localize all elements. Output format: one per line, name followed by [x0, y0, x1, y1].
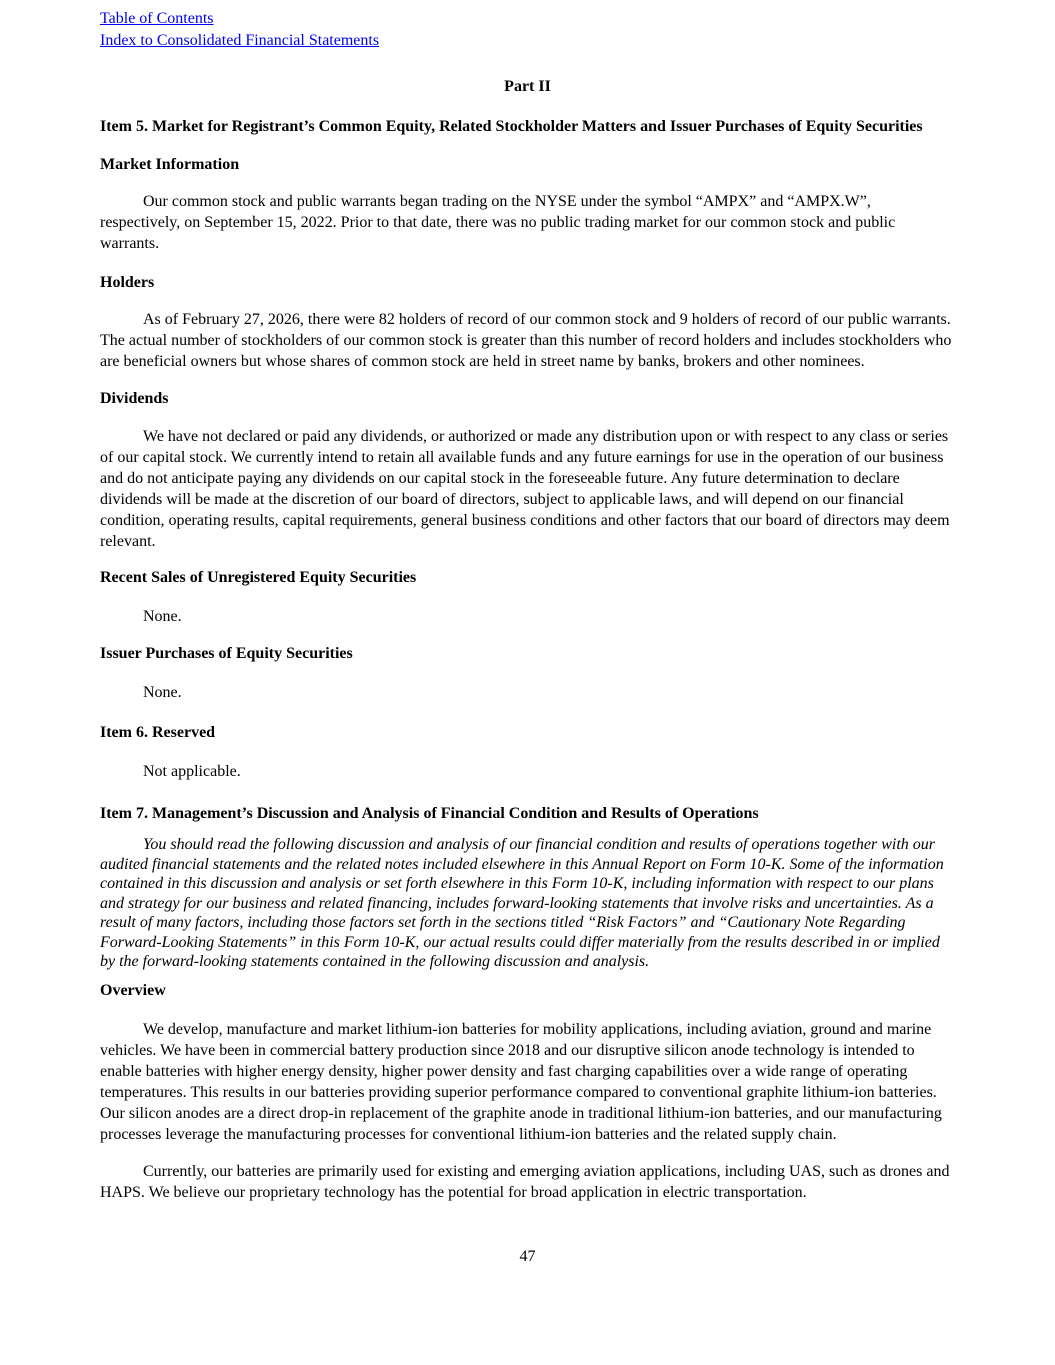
item7-heading: Item 7. Management’s Discussion and Analysis of Financial Condition and Results of Operations: [100, 805, 759, 822]
index-to-financial-statements-link[interactable]: Index to Consolidated Financial Statements: [100, 32, 380, 49]
item6-heading: Item 6. Reserved: [100, 724, 216, 741]
link-row-toc: [100, 8, 955, 30]
page-number: 47: [519, 1247, 536, 1265]
holders-heading: Holders: [100, 274, 155, 291]
dividends-paragraph: We have not declared or paid any dividends, or authorized or made any distribution upon or with respect to any class or series of our capital stock. We currently intend to retain all available funds and any future earnings for use in the operation of our business and do not anticipate paying any dividends on our capital stock in the foreseeable future. Any future determination to declare dividends will be made at the discretion of our board of directors, subject to applicable laws, and will depend on our financial condition, operating results, capital requirements, general business conditions and other factors that our board of directors may deem relevant.: [100, 428, 950, 550]
overview-heading: Overview: [100, 981, 166, 999]
holders-paragraph: As of February 27, 2026, there were 82 holders of record of our common stock and 9 holders of record of our public warrants. The actual number of stockholders of our common stock is greater than this number of record holders and includes stockholders who are beneficial owners but whose shares of common stock are held in street name by banks, brokers and other nominees.: [100, 311, 952, 370]
applications-paragraph: Currently, our batteries are primarily used for existing and emerging aviation applications, including UAS, such as drones and HAPS. We believe our proprietary technology has the potential for broad application in electric transportation.: [100, 1162, 950, 1201]
overview-paragraph: We develop, manufacture and market lithium-ion batteries for mobility applications, including aviation, ground and marine vehicles. We have been in commercial battery production since 2018 and our disruptive silicon anode technology is intended to enable batteries with higher energy density, higher power density and fast charging capabilities over a wide range of operating temperatures. This results in our batteries providing superior performance compared to conventional graphite lithium-ion batteries. Our silicon anodes are a direct drop-in replacement of the graphite anode in traditional lithium-ion batteries, and our manufacturing processes leverage the manufacturing processes for conventional lithium-ion batteries and the related supply chain.: [100, 1020, 942, 1143]
link-row-index: [100, 30, 955, 52]
item6-paragraph: Not applicable.: [143, 763, 241, 780]
recent-sales-paragraph: None.: [143, 608, 182, 625]
forward-looking-statement-paragraph: You should read the following discussion and analysis of our financial condition and results of operations together with our audited financial statements and the related notes included elsewhere in this Annual Report on Form 10-K. Some of the information contained in this discussion and analysis or set forth elsewhere in this Form 10-K, including information with respect to our plans and strategy for our business and related financing, includes forward-looking statements that involve risks and uncertainties. As a result of many factors, including those factors set forth in the sections titled “Risk Factors” and “Cautionary Note Regarding Forward-Looking Statements” in this Form 10-K, our actual results could differ materially from the results described in or implied by the forward-looking statements contained in the following discussion and analysis.: [100, 836, 944, 970]
part-ii-title: Part II: [504, 78, 551, 95]
item5-heading: Item 5. Market for Registrant’s Common Equity, Related Stockholder Matters and Issuer Purchases of Equity Securities: [100, 118, 923, 135]
market-information-heading: Market Information: [100, 156, 240, 173]
market-information-paragraph: Our common stock and public warrants began trading on the NYSE under the symbol “AMPX” and “AMPX.W”, respectively, on September 15, 2022. Prior to that date, there was no public trading market for our common stock and public warrants.: [100, 193, 896, 252]
table-of-contents-link[interactable]: Table of Contents: [100, 10, 214, 27]
issuer-purchases-heading: Issuer Purchases of Equity Securities: [100, 645, 353, 662]
issuer-purchases-paragraph: None.: [143, 684, 182, 701]
recent-sales-heading: Recent Sales of Unregistered Equity Securities: [100, 569, 417, 586]
dividends-heading: Dividends: [100, 390, 169, 407]
